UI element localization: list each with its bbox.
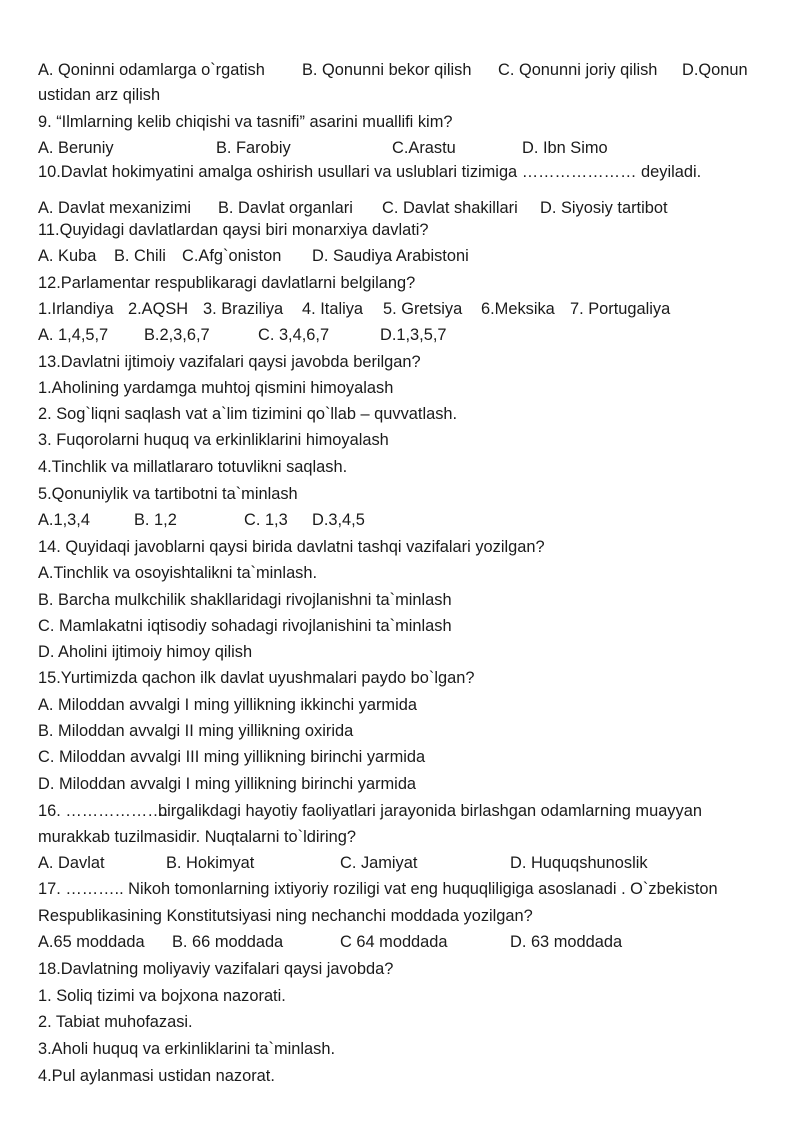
q14-question: 14. Quyidaqi javoblarni qaysi birida davlatni tashqi vazifalari yozilgan? — [38, 538, 545, 556]
q9-option-a: A. Beruniy — [38, 139, 114, 157]
q10-option-c: C. Davlat shakillari — [382, 199, 518, 217]
q18-question: 18.Davlatning moliyaviy vazifalari qaysi javobda? — [38, 960, 394, 978]
q9-question: 9. “Ilmlarning kelib chiqishi va tasnifi” asarini muallifi kim? — [38, 113, 453, 131]
q18-item-2: 2. Tabiat muhofazasi. — [38, 1013, 193, 1031]
q13-option-a: A.1,3,4 — [38, 511, 90, 529]
q13-item-1: 1.Aholining yardamga muhtoj qismini himoyalash — [38, 379, 394, 397]
q15-answer-c: C. Miloddan avvalgi III ming yillikning birinchi yarmida — [38, 748, 426, 766]
q16-question-text: birgalikdagi hayotiy faoliyatlari jarayonida birlashgan odamlarning muayyan — [158, 802, 702, 820]
q15-answer-b: B. Miloddan avvalgi II ming yillikning oxirida — [38, 722, 354, 740]
q10-option-d: D. Siyosiy tartibot — [540, 199, 668, 217]
q12-country-4: 4. Italiya — [302, 300, 364, 318]
q16-option-c: C. Jamiyat — [340, 854, 418, 872]
q13-question: 13.Davlatni ijtimoiy vazifalari qaysi javobda berilgan? — [38, 353, 421, 371]
q10-option-b: B. Davlat organlari — [218, 199, 353, 217]
q13-item-5: 5.Qonuniylik va tartibotni ta`minlash — [38, 485, 298, 503]
q11-question: 11.Quyidagi davlatlardan qaysi biri monarxiya davlati? — [38, 221, 429, 239]
q17-option-a: A.65 moddada — [38, 933, 145, 951]
q16-options — [38, 853, 768, 873]
q15-answer-d: D. Miloddan avvalgi I ming yillikning birinchi yarmida — [38, 775, 417, 793]
q13-item-2: 2. Sog`liqni saqlash vat a`lim tizimini qo`llab – quvvatlash. — [38, 405, 458, 423]
q8-option-b: B. Qonunni bekor qilish — [302, 61, 472, 79]
q17-options — [38, 932, 768, 952]
q16-number-blank: 16. ………………. — [38, 802, 169, 820]
q12-option-c: C. 3,4,6,7 — [258, 326, 330, 344]
q10-options — [38, 198, 768, 218]
q8-options — [38, 60, 768, 80]
q15-question: 15.Yurtimizda qachon ilk davlat uyushmalari paydo bo`lgan? — [38, 669, 475, 687]
q12-country-7: 7. Portugaliya — [570, 300, 671, 318]
q13-options — [38, 510, 768, 530]
q16-question-line-2: murakkab tuzilmasidir. Nuqtalarni to`ldiring? — [38, 828, 356, 846]
q12-options — [38, 325, 768, 345]
q9-options — [38, 138, 768, 158]
q18-item-4: 4.Pul aylanmasi ustidan nazorat. — [38, 1067, 275, 1085]
q9-option-b: B. Farobiy — [216, 139, 291, 157]
q11-options — [38, 246, 768, 266]
q18-item-1: 1. Soliq tizimi va bojxona nazorati. — [38, 987, 286, 1005]
q12-country-5: 5. Gretsiya — [383, 300, 463, 318]
q17-option-d: D. 63 moddada — [510, 933, 623, 951]
q15-answer-a: A. Miloddan avvalgi I ming yillikning ikkinchi yarmida — [38, 696, 417, 714]
q11-option-d: D. Saudiya Arabistoni — [312, 247, 469, 265]
q16-option-a: A. Davlat — [38, 854, 105, 872]
q14-answer-c: C. Mamlakatni iqtisodiy sohadagi rivojlanishini ta`minlash — [38, 617, 452, 635]
q12-option-d: D.1,3,5,7 — [380, 326, 447, 344]
q13-item-3: 3. Fuqorolarni huquq va erkinliklarini himoyalash — [38, 431, 389, 449]
q16-option-b: B. Hokimyat — [166, 854, 255, 872]
q12-country-1: 1.Irlandiya — [38, 300, 114, 318]
q9-option-d: D. Ibn Simo — [522, 139, 608, 157]
q12-country-6: 6.Meksika — [481, 300, 555, 318]
q14-answer-a: A.Tinchlik va osoyishtalikni ta`minlash. — [38, 564, 318, 582]
q11-option-c: C.Afg`oniston — [182, 247, 282, 265]
q11-option-a: A. Kuba — [38, 247, 97, 265]
q8-option-a: A. Qoninni odamlarga o`rgatish — [38, 61, 265, 79]
q10-option-a: A. Davlat mexanizimi — [38, 199, 192, 217]
q16-question-line-1 — [38, 801, 768, 821]
q12-country-3: 3. Braziliya — [203, 300, 284, 318]
q11-option-b: B. Chili — [114, 247, 166, 265]
q14-answer-d: D. Aholini ijtimoiy himoy qilish — [38, 643, 253, 661]
q17-option-c: C 64 moddada — [340, 933, 448, 951]
q9-option-c: C.Arastu — [392, 139, 456, 157]
q8-option-d: D.Qonun — [682, 61, 748, 79]
q13-option-b: B. 1,2 — [134, 511, 177, 529]
q8-option-c: C. Qonunni joriy qilish — [498, 61, 658, 79]
q12-option-a: A. 1,4,5,7 — [38, 326, 109, 344]
q18-item-3: 3.Aholi huquq va erkinliklarini ta`minlash. — [38, 1040, 336, 1058]
q13-option-d: D.3,4,5 — [312, 511, 365, 529]
q13-option-c: C. 1,3 — [244, 511, 288, 529]
q12-option-b: B.2,3,6,7 — [144, 326, 210, 344]
q17-option-b: B. 66 moddada — [172, 933, 284, 951]
q16-option-d: D. Huquqshunoslik — [510, 854, 648, 872]
q8-option-d-continuation: ustidan arz qilish — [38, 86, 161, 104]
q17-question-line-1: 17. ……….. Nikoh tomonlarning ixtiyoriy roziligi vat eng huquqliligiga asoslanadi . O`zbekiston — [38, 880, 718, 898]
q14-answer-b: B. Barcha mulkchilik shakllaridagi rivojlanishni ta`minlash — [38, 591, 452, 609]
q13-item-4: 4.Tinchlik va millatlararo totuvlikni saqlash. — [38, 458, 348, 476]
q12-country-2: 2.AQSH — [128, 300, 189, 318]
q12-question: 12.Parlamentar respublikaragi davlatlarni belgilang? — [38, 274, 416, 292]
q12-country-list — [38, 299, 768, 319]
q17-question-line-2: Respublikasining Konstitutsiyasi ning nechanchi moddada yozilgan? — [38, 907, 533, 925]
q10-question: 10.Davlat hokimyatini amalga oshirish usullari va uslublari tizimiga ………………… deyiladi. — [38, 163, 702, 181]
